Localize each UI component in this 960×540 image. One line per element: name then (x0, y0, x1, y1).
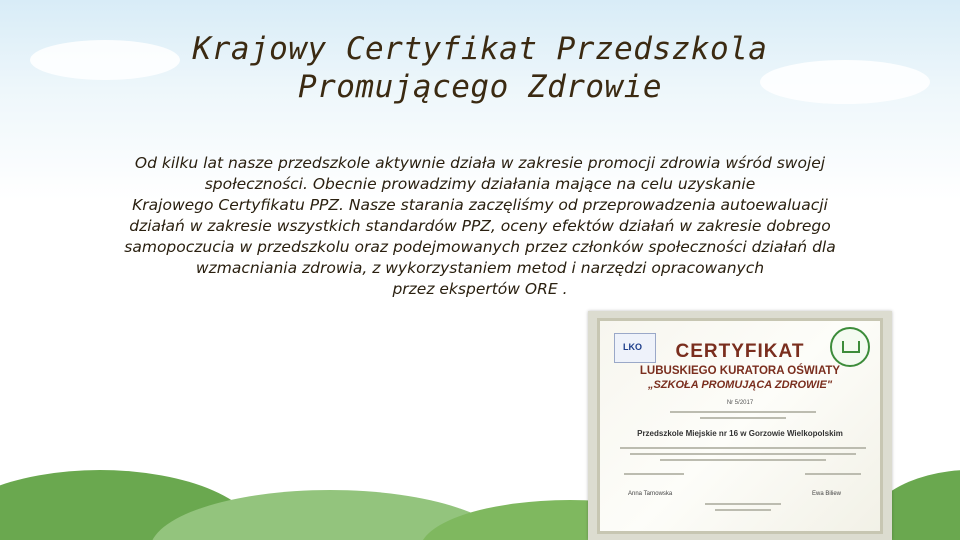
certificate-title: CERTYFIKAT (675, 341, 805, 362)
text-line-placeholder (630, 453, 856, 455)
slide-title (0, 30, 960, 106)
title-line: Promującego Zdrowie (297, 69, 663, 105)
certificate-subtitle: LUBUSKIEGO KURATORA OŚWIATY (639, 365, 841, 377)
certificate-program-name: „SZKOŁA PROMUJĄCA ZDROWIE" (647, 379, 833, 391)
certificate-number: Nr 5/2017 (726, 400, 754, 406)
text-line-placeholder (705, 503, 781, 505)
title-line: Krajowy Certyfikat Przedszkola (192, 31, 768, 67)
text-line-placeholder (624, 473, 684, 475)
certificate-school-name: Przedszkole Miejskie nr 16 w Gorzowie Wielkopolskim (637, 429, 843, 438)
signature-right: Ewa Biliew (812, 491, 842, 497)
text-line-placeholder (715, 509, 771, 511)
text-line-placeholder (620, 447, 866, 449)
body-line: społeczności. Obecnie prowadzimy działania mające na celu uzyskanie (204, 175, 756, 193)
certificate-image (597, 318, 883, 534)
logo-text: LKO (623, 342, 642, 352)
body-line: Krajowego Certyfikatu PPZ. Nasze starania zaczęliśmy od przeprowadzenia autoewaluacji (132, 196, 828, 214)
text-line-placeholder (670, 411, 816, 413)
text-line-placeholder (805, 473, 861, 475)
body-line: Od kilku lat nasze przedszkole aktywnie działa w zakresie promocji zdrowia wśród swojej (134, 154, 826, 172)
signature-left: Anna Tarnowska (628, 491, 673, 497)
body-line: wzmacniania zdrowia, z wykorzystaniem metod i narzędzi opracowanych (195, 259, 765, 277)
body-paragraph (55, 153, 905, 300)
text-line-placeholder (700, 417, 786, 419)
body-line: działań w zakresie wszystkich standardów PPZ, oceny efektów działań w zakresie dobrego (129, 217, 831, 235)
text-line-placeholder (660, 459, 826, 461)
body-line: przez ekspertów ORE . (392, 280, 568, 298)
body-line: samopoczucia w przedszkolu oraz podejmowanych przez członków społeczności działań dla (124, 238, 836, 256)
